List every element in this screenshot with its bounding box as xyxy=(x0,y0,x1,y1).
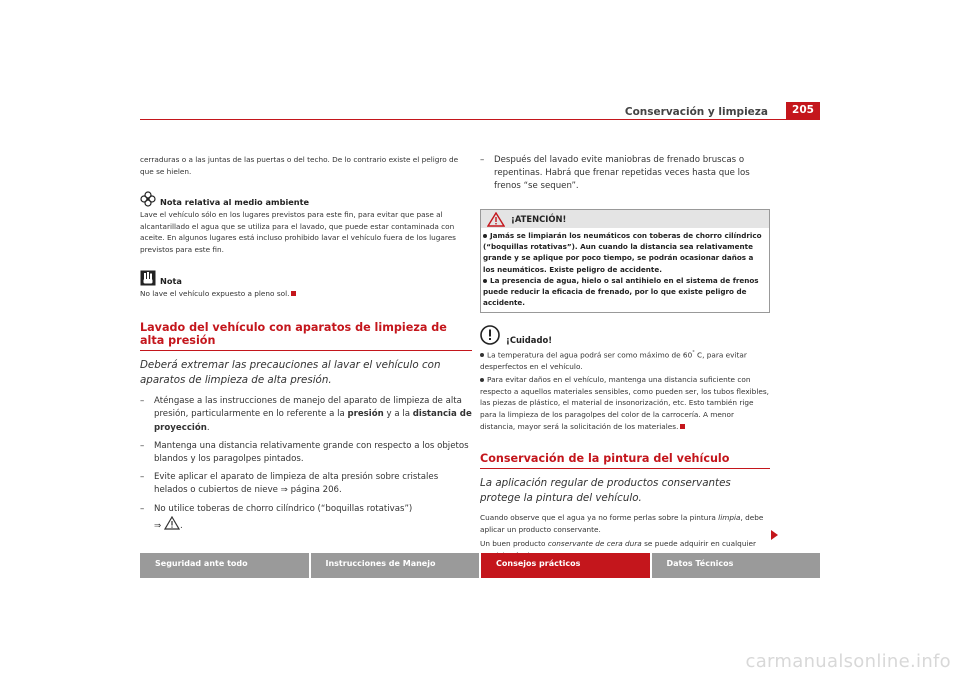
list-item: – Después del lavado evite maniobras de frenado bruscas o repentinas. Habrá que frenar repetidas veces hasta que los frenos “se sequen”. xyxy=(480,155,750,192)
footer-nav xyxy=(140,553,820,578)
warning-bullet: La presencia de agua, hielo o sal antihielo en el sistema de frenos puede reducir la eficacia de frenado, por lo que existe peligro de accidente. xyxy=(483,275,759,308)
tab-datos[interactable]: Datos Técnicos xyxy=(652,553,821,578)
page-header-title: Conservación y limpieza xyxy=(624,106,768,118)
bullet-icon xyxy=(483,279,487,283)
watermark: carmanualsonline.info xyxy=(745,651,951,672)
caution-title: ¡Cuidado! xyxy=(506,334,553,345)
warning-reference-link[interactable]: ⇒ xyxy=(154,520,162,531)
warning-title: ¡ATENCIÓN! xyxy=(511,214,567,225)
paragraph: Un buen producto conservante de cera dura se puede adquirir en cualquier xyxy=(480,539,756,549)
caution-exclamation-icon xyxy=(480,325,500,345)
page-reference-link[interactable]: Evite aplicar el aparato de limpieza de alta presión sobre cristales helados o cubiertos de nieve ⇒ página 206. xyxy=(154,472,439,496)
warning-triangle-icon[interactable] xyxy=(164,516,180,530)
list-item: – Mantenga una distancia relativamente grande con respecto a los objetos blandos y los paragolpes pintados. xyxy=(140,440,469,464)
warning-box xyxy=(480,209,770,313)
next-page-arrow-icon[interactable] xyxy=(771,530,778,540)
bullet-icon xyxy=(480,378,484,382)
note-block xyxy=(140,270,472,300)
caution-bullet: La temperatura del agua podrá ser como máximo de 60° C, para evitar desperfectos en el vehículo. xyxy=(480,349,747,371)
note-title: Nota xyxy=(160,275,182,286)
list-item: – Aténgase a las instrucciones de manejo del aparato de limpieza de alta presión, particularmente en lo referente a la presión y a la distancia de proyección. xyxy=(140,396,472,433)
tab-seguridad[interactable]: Seguridad ante todo xyxy=(140,553,311,578)
intro-text: cerraduras o a las juntas de las puertas o del techo. De lo contrario existe el peligro de que se hielen. xyxy=(140,155,459,176)
page-number-badge: 205 xyxy=(786,102,820,119)
section-high-pressure xyxy=(140,321,472,533)
environment-note-text: Lave el vehículo sólo en los lugares previstos para este fin, para evitar que pase al alcantarillado el agua que se utiliza para el lavado, que puede estar contaminada con aceite. En algunos lugares está incluso prohibido lavar el vehículo fuera de los lugares previstos para este fin. xyxy=(140,210,456,254)
tab-instrucciones[interactable]: Instrucciones de Manejo xyxy=(311,553,482,578)
caution-bullet: Para evitar daños en el vehículo, mantenga una distancia suficiente con respecto a aquellos materiales sensibles, como pueden ser, los tubos flexibles, las piezas de plástico, el material de insonorización, etc. Esto también rige para la limpieza de los paragolpes del color de la carrocería. A menor distancia, mayor será la solicitación de los materiales. xyxy=(480,375,769,431)
paragraph: Cuando observe que el agua ya no forme perlas sobre la pintura limpia, debe aplicar un producto conservante. xyxy=(480,513,764,534)
list-item: – No utilice toberas de chorro cilíndrico (“boquillas rotativas”) ⇒ . xyxy=(140,503,413,531)
section-heading: Lavado del vehículo con aparatos de limpieza de alta presión xyxy=(140,321,472,351)
list-item: – Evite aplicar el aparato de limpieza de alta presión sobre cristales helados o cubiertos de nieve ⇒ página 206. xyxy=(140,471,472,497)
hand-note-icon xyxy=(140,270,156,286)
left-column xyxy=(140,154,472,533)
environment-note-title: Nota relativa al medio ambiente xyxy=(160,197,310,208)
end-mark xyxy=(291,291,296,296)
right-column xyxy=(480,154,770,562)
header-divider xyxy=(140,119,820,120)
warning-triangle-icon xyxy=(487,212,505,227)
note-text: No lave el vehículo expuesto a pleno sol. xyxy=(140,288,290,298)
section-lead: Deberá extremar las precauciones al lavar el vehículo con aparatos de limpieza de alta presión. xyxy=(140,359,441,387)
bullet-icon xyxy=(480,353,484,357)
flower-icon xyxy=(140,191,156,207)
section-paint-care xyxy=(480,452,770,561)
section-heading: Conservación de la pintura del vehículo xyxy=(480,452,770,469)
end-mark xyxy=(680,424,685,429)
warning-bullet: Jamás se limpiarán los neumáticos con toberas de chorro cilíndrico (“boquillas rotativas”). Aun cuando la distancia sea relativamente grande y se aplique por poco tiempo, se podrán ocasionar daños a los neumáticos. Existe peligro de accidente. xyxy=(483,230,762,274)
section-lead: La aplicación regular de productos conservantes protege la pintura del vehículo. xyxy=(480,477,731,505)
bullet-icon xyxy=(483,234,487,238)
environment-note xyxy=(140,191,472,255)
caution-block xyxy=(480,325,770,433)
tab-consejos[interactable]: Consejos prácticos xyxy=(481,553,652,578)
